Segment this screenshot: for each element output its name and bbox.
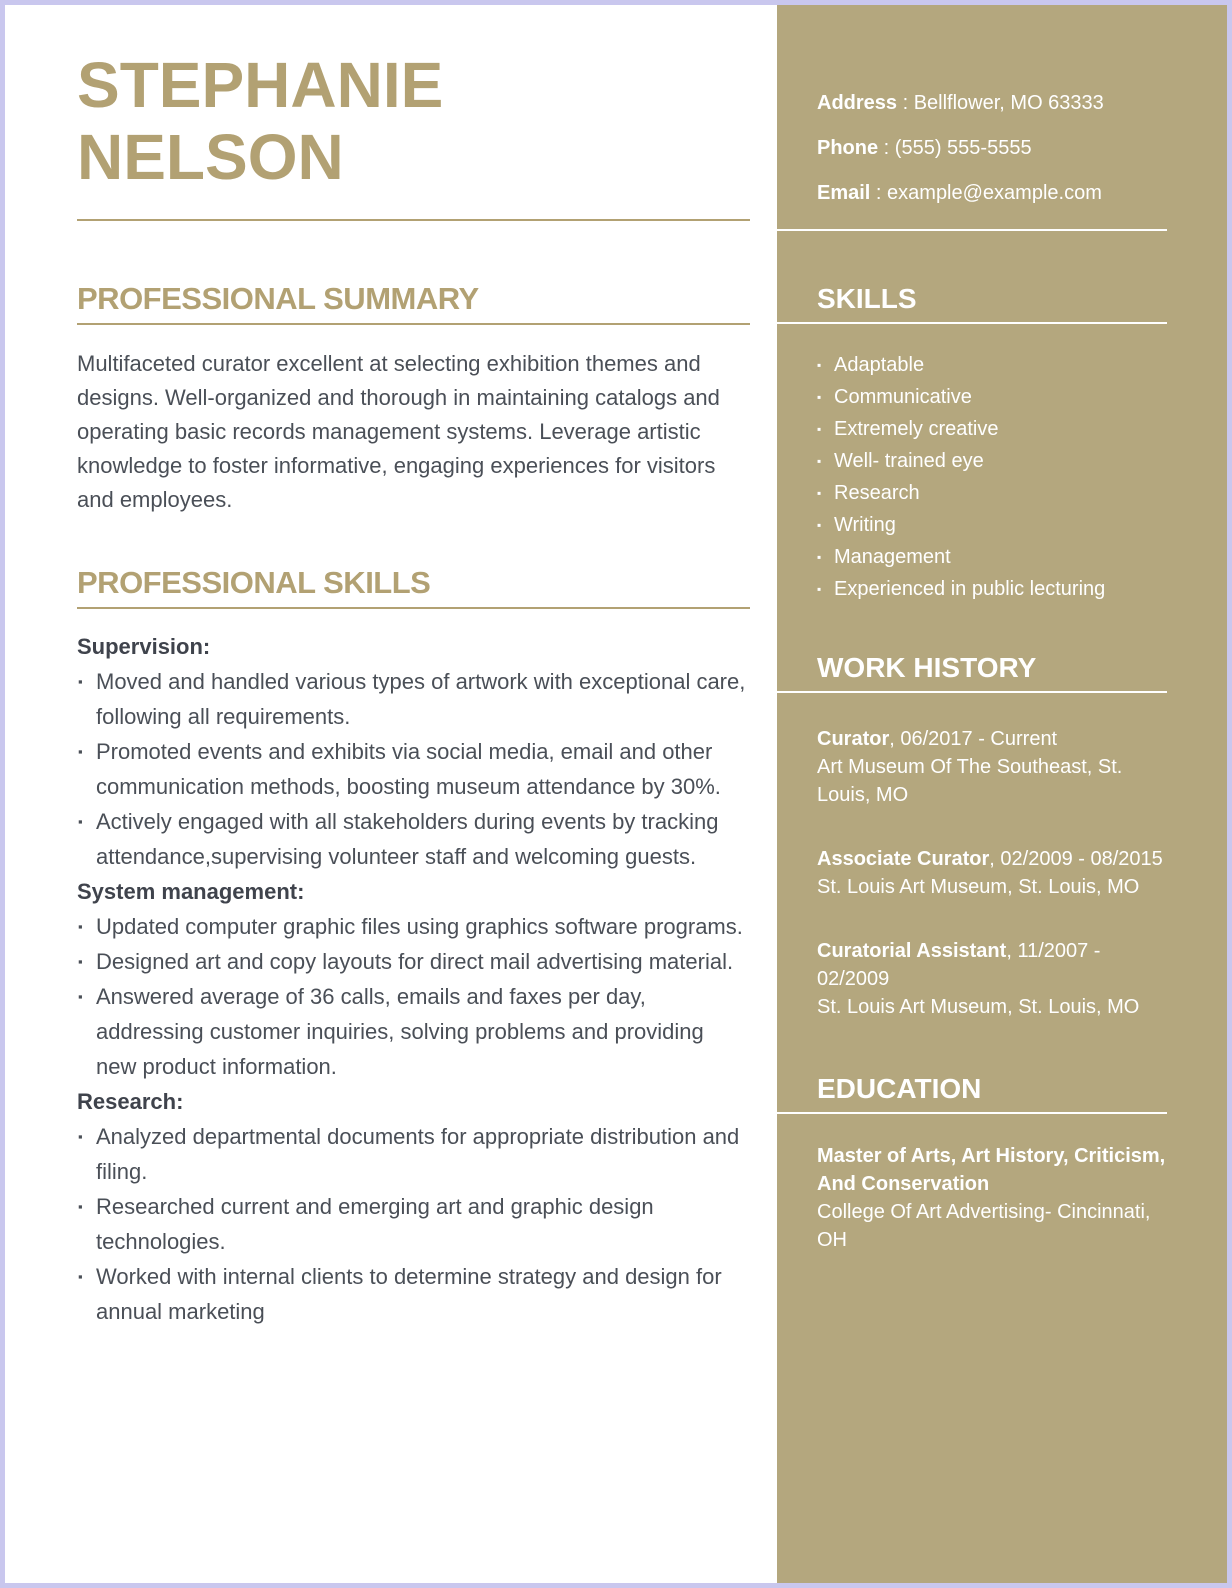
bullet-item: ▪ Researched current and emerging art and graphic design technologies. <box>77 1189 750 1259</box>
work-history-section <box>817 654 1167 1021</box>
contact-email-row <box>817 181 1167 205</box>
skills-title: SKILLS <box>817 283 917 314</box>
contact-phone-label: Phone <box>817 137 879 159</box>
contact-block <box>817 91 1167 231</box>
contact-phone-row <box>817 136 1167 160</box>
bullet-item: ▪ Analyzed departmental documents for appropriate distribution and filing. <box>77 1119 750 1189</box>
skill-group-label: Research: <box>77 1089 184 1114</box>
skills-list <box>817 354 1167 600</box>
contact-phone-value: (555) 555-5555 <box>894 137 1032 159</box>
skill-item: ▪ Well- trained eye <box>817 450 1167 472</box>
contact-divider <box>777 229 1167 231</box>
contact-separator: : <box>897 92 914 114</box>
education-body <box>817 1142 1167 1254</box>
work-history-title: WORK HISTORY <box>817 652 1037 683</box>
job-dates: 06/2017 - Current <box>900 728 1058 750</box>
job-organization: St. Louis Art Museum, St. Louis, MO <box>817 876 1140 898</box>
job-title-separator: , <box>889 728 901 750</box>
skill-item: ▪ Experienced in public lecturing <box>817 578 1167 600</box>
person-name: STEPHANIE NELSON <box>77 49 444 193</box>
job-dates: 11/2007 - 02/2009 <box>817 940 1101 990</box>
job-title-separator: , <box>1006 940 1018 962</box>
skill-item: ▪ Extremely creative <box>817 418 1167 440</box>
work-history-divider <box>777 691 1167 693</box>
contact-email-value: example@example.com <box>887 182 1102 204</box>
bullet-item: ▪ Updated computer graphic files using graphics software programs. <box>77 909 750 944</box>
skill-group-label: Supervision: <box>77 634 211 659</box>
job-title: Curator <box>817 728 890 750</box>
bullet-item: ▪ Promoted events and exhibits via social media, email and other communication methods, boosting museum attendance by 30%. <box>77 734 750 804</box>
bullet-item: ▪ Moved and handled various types of artwork with exceptional care, following all requirements. <box>77 664 750 734</box>
skill-item: ▪ Research <box>817 482 1167 504</box>
name-divider <box>77 219 750 221</box>
contact-address-label: Address <box>817 92 898 114</box>
skill-item: ▪ Management <box>817 546 1167 568</box>
contact-address-value: Bellflower, MO 63333 <box>913 92 1104 114</box>
jobs-list <box>817 725 1167 1021</box>
professional-summary-text: Multifaceted curator excellent at selecting exhibition themes and designs. Well-organized and thorough in maintaining catalogs and operating basic records management systems. Leverage artistic knowledge to foster informative, engaging experiences for visitors and employees. <box>77 351 720 512</box>
contact-address-row <box>817 91 1167 115</box>
professional-summary-section <box>77 283 750 517</box>
professional-skills-divider <box>77 607 750 609</box>
skill-item: ▪ Writing <box>817 514 1167 536</box>
education-section <box>817 1075 1167 1254</box>
education-school: College Of Art Advertising- Cincinnati, OH <box>817 1201 1151 1251</box>
education-title: EDUCATION <box>817 1073 982 1104</box>
bullet-item: ▪ Answered average of 36 calls, emails and faxes per day, addressing customer inquiries, solving problems and providing new product information. <box>77 979 750 1084</box>
skills-section <box>817 285 1167 600</box>
contact-separator: : <box>878 137 895 159</box>
professional-skills-section <box>77 567 750 1329</box>
contact-email-label: Email <box>817 182 871 204</box>
education-degree: Master of Arts, Art History, Criticism, And Conservation <box>817 1145 1166 1195</box>
job-organization: Art Museum Of The Southeast, St. Louis, MO <box>817 756 1123 806</box>
job-title-separator: , <box>989 848 1001 870</box>
professional-skills-title: PROFESSIONAL SKILLS <box>77 565 431 600</box>
skill-item: ▪ Adaptable <box>817 354 1167 376</box>
skill-group-label: System management: <box>77 879 305 904</box>
bullet-item: ▪ Worked with internal clients to determine strategy and design for annual marketing <box>77 1259 750 1329</box>
professional-summary-title: PROFESSIONAL SUMMARY <box>77 281 479 316</box>
contact-separator: : <box>870 182 888 204</box>
job-entry <box>817 725 1167 809</box>
skill-item: ▪ Communicative <box>817 386 1167 408</box>
job-title: Curatorial Assistant <box>817 940 1007 962</box>
job-entry <box>817 937 1167 1021</box>
bullet-item: ▪ Actively engaged with all stakeholders during events by tracking attendance,supervising volunteer staff and welcoming guests. <box>77 804 750 874</box>
sidebar <box>777 5 1227 1583</box>
job-entry <box>817 845 1167 901</box>
skills-divider <box>777 322 1167 324</box>
job-organization: St. Louis Art Museum, St. Louis, MO <box>817 996 1140 1018</box>
bullet-item: ▪ Designed art and copy layouts for direct mail advertising material. <box>77 944 750 979</box>
education-divider <box>777 1112 1167 1114</box>
professional-skills-body <box>77 629 750 1329</box>
job-dates: 02/2009 - 08/2015 <box>1000 848 1163 870</box>
main-column <box>77 5 750 1329</box>
job-title: Associate Curator <box>817 848 990 870</box>
professional-summary-divider <box>77 323 750 325</box>
